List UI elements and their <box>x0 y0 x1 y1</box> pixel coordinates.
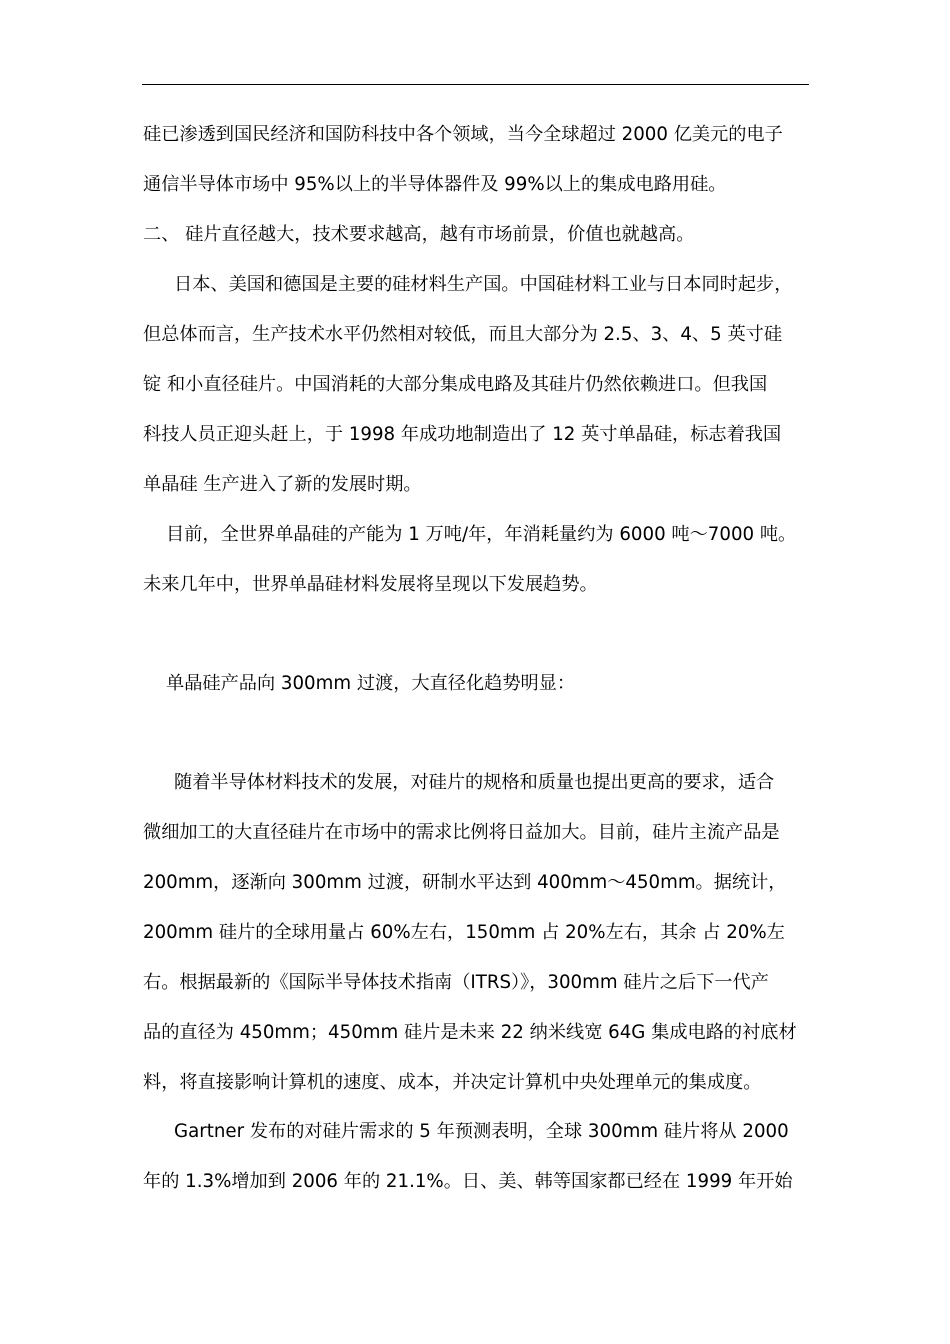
body-text-line: 右。根据最新的《国际半导体技术指南（ITRS）》，300mm 硅片之后下一代产 <box>143 972 769 993</box>
body-text-line: 目前，全世界单晶硅的产能为 1 万吨/年，年消耗量约为 6000 吨～7000 吨。 <box>166 524 797 545</box>
subheading: 单晶硅产品向 300mm 过渡，大直径化趋势明显： <box>166 673 576 694</box>
body-text-line: 年的 1.3%增加到 2006 年的 21.1%。日、美、韩等国家都已经在 1999 年开始 <box>143 1171 793 1192</box>
header-rule <box>142 84 809 85</box>
body-text-line: 单晶硅 生产进入了新的发展时期。 <box>143 474 422 495</box>
body-text-line: 未来几年中，世界单晶硅材料发展将呈现以下发展趋势。 <box>143 574 598 595</box>
body-text-line: 微细加工的大直径硅片在市场中的需求比例将日益加大。目前，硅片主流产品是 <box>143 822 780 843</box>
body-text-line: 200mm 硅片的全球用量占 60%左右，150mm 占 20%左右，其余 占 20%左 <box>143 922 785 943</box>
body-text-line: 但总体而言，生产技术水平仍然相对较低，而且大部分为 2.5、3、4、5 英寸硅 <box>143 324 783 345</box>
body-text-line: 随着半导体材料技术的发展，对硅片的规格和质量也提出更高的要求，适合 <box>174 772 775 793</box>
body-text-line: 科技人员正迎头赶上，于 1998 年成功地制造出了 12 英寸单晶硅，标志着我国 <box>143 424 782 445</box>
body-text-line: 硅已渗透到国民经济和国防科技中各个领域，当今全球超过 2000 亿美元的电子 <box>143 124 783 145</box>
body-text-line: 品的直径为 450mm；450mm 硅片是未来 22 纳米线宽 64G 集成电路的衬底材 <box>143 1022 797 1043</box>
body-text-line: 200mm，逐渐向 300mm 过渡，研制水平达到 400mm～450mm。据统计， <box>143 872 787 893</box>
body-text-line: 锭 和小直径硅片。中国消耗的大部分集成电路及其硅片仍然依赖进口。但我国 <box>143 374 768 395</box>
body-text-line: Gartner 发布的对硅片需求的 5 年预测表明，全球 300mm 硅片将从 2000 <box>174 1121 789 1142</box>
body-text-line: 日本、美国和德国是主要的硅材料生产国。中国硅材料工业与日本同时起步， <box>174 274 793 295</box>
body-text-line: 通信半导体市场中 95%以上的半导体器件及 99%以上的集成电路用硅。 <box>143 174 727 195</box>
body-text-line: 料，将直接影响计算机的速度、成本，并决定计算机中央处理单元的集成度。 <box>143 1072 762 1093</box>
section-heading: 二、 硅片直径越大，技术要求越高，越有市场前景，价值也就越高。 <box>143 224 695 245</box>
